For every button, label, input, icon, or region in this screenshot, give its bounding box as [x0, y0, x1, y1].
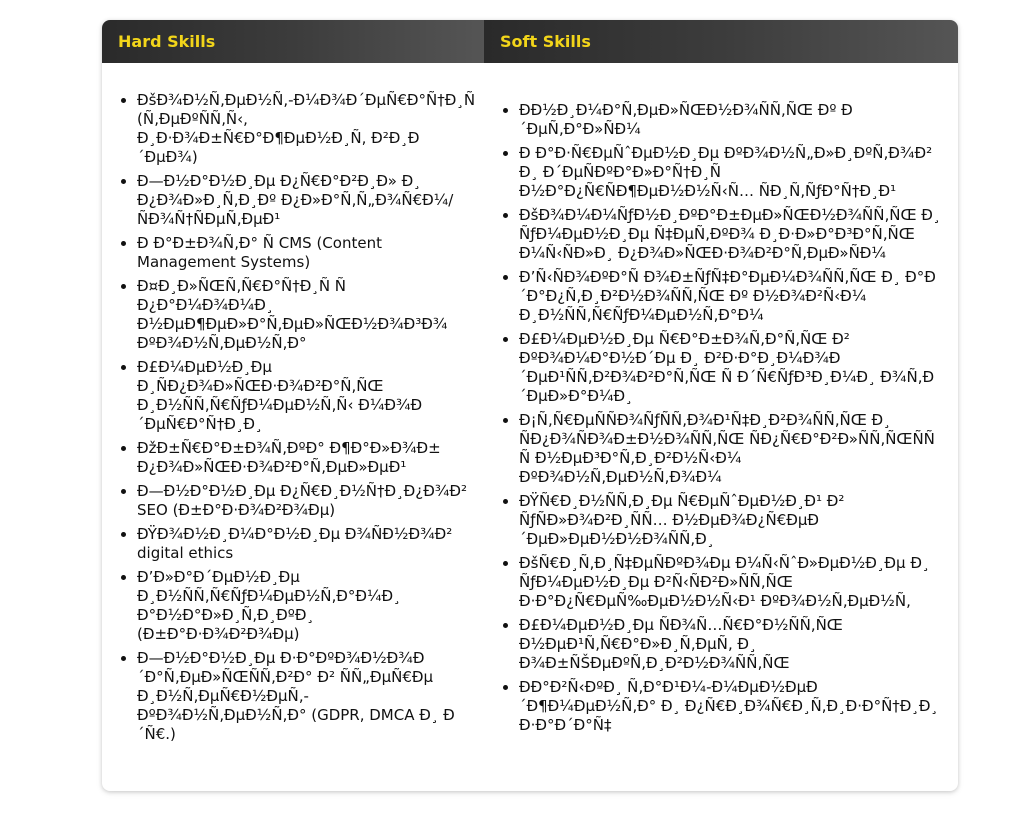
list-item: • Ð—Ð½Ð°Ð½Ð¸Ðµ Ð¿Ñ€Ð¸Ð½Ñ†Ð¸Ð¿Ð¾Ð² SEO (Ð±Ð°Ð·Ð¾Ð²Ð¾Ðµ)	[137, 482, 476, 520]
list-item: • Ð£Ð¼ÐµÐ½Ð¸Ðµ ÑÐ¾Ñ…Ñ€Ð°Ð½ÑÑ‚ÑŒ Ð½ÐµÐ¹Ñ‚Ñ€Ð°Ð»Ð¸Ñ‚ÐµÑ‚ Ð¸ Ð¾Ð±ÑŠÐµÐºÑ‚Ð¸Ð²Ð½Ð¾ÑÑ‚ÑŒ	[519, 616, 948, 673]
soft-skills-heading: Soft Skills	[484, 20, 958, 63]
list-item: • Ð¤Ð¸Ð»ÑŒÑ‚Ñ€Ð°Ñ†Ð¸Ñ Ñ Ð¿Ð°Ð¼Ð¾Ð¼Ð¸ Ð½ÐµÐ¶ÐµÐ»Ð°Ñ‚ÐµÐ»ÑŒÐ½Ð¾Ð³Ð¾ ÐºÐ¾Ð½Ñ‚ÐµÐ½Ñ‚Ð°	[137, 277, 476, 353]
table-body	[102, 63, 958, 749]
soft-skills-list	[484, 101, 948, 735]
list-item: • Ð Ð°Ð±Ð¾Ñ‚Ð° Ñ CMS (Content Management Systems)	[137, 234, 476, 272]
list-item: • Ð’Ð»Ð°Ð´ÐµÐ½Ð¸Ðµ Ð¸Ð½ÑÑ‚Ñ€ÑƒÐ¼ÐµÐ½Ñ‚Ð°Ð¼Ð¸ Ð°Ð½Ð°Ð»Ð¸Ñ‚Ð¸ÐºÐ¸ (Ð±Ð°Ð·Ð¾Ð²Ð¾Ðµ)	[137, 568, 476, 644]
list-item: • ÐžÐ±Ñ€Ð°Ð±Ð¾Ñ‚ÐºÐ° Ð¶Ð°Ð»Ð¾Ð± Ð¿Ð¾Ð»ÑŒÐ·Ð¾Ð²Ð°Ñ‚ÐµÐ»ÐµÐ¹	[137, 439, 476, 477]
list-item: • ÐÐ°Ð²Ñ‹ÐºÐ¸ Ñ‚Ð°Ð¹Ð¼-Ð¼ÐµÐ½ÐµÐ´Ð¶Ð¼ÐµÐ½Ñ‚Ð° Ð¸ Ð¿Ñ€Ð¸Ð¾Ñ€Ð¸Ñ‚Ð¸Ð·Ð°Ñ†Ð¸Ð¸ Ð·Ð°Ð´Ð°Ñ‡	[519, 678, 948, 735]
table-header	[102, 20, 958, 63]
list-item: • ÐšÐ¾Ð½Ñ‚ÐµÐ½Ñ‚-Ð¼Ð¾Ð´ÐµÑ€Ð°Ñ†Ð¸Ñ (Ñ‚ÐµÐºÑÑ‚Ñ‹, Ð¸Ð·Ð¾Ð±Ñ€Ð°Ð¶ÐµÐ½Ð¸Ñ, Ð²Ð¸Ð´ÐµÐ¾)	[137, 91, 476, 167]
list-item: • ÐÐ½Ð¸Ð¼Ð°Ñ‚ÐµÐ»ÑŒÐ½Ð¾ÑÑ‚ÑŒ Ðº Ð´ÐµÑ‚Ð°Ð»ÑÐ¼	[519, 101, 948, 139]
hard-skills-column	[102, 63, 484, 749]
list-item: • ÐŸÑ€Ð¸Ð½ÑÑ‚Ð¸Ðµ Ñ€ÐµÑˆÐµÐ½Ð¸Ð¹ Ð² ÑƒÑÐ»Ð¾Ð²Ð¸ÑÑ… Ð½ÐµÐ¾Ð¿Ñ€ÐµÐ´ÐµÐ»ÐµÐ½Ð½Ð¾ÑÑ‚Ð¸	[519, 492, 948, 549]
list-item: • Ð Ð°Ð·Ñ€ÐµÑˆÐµÐ½Ð¸Ðµ ÐºÐ¾Ð½Ñ„Ð»Ð¸ÐºÑ‚Ð¾Ð² Ð¸ Ð´ÐµÑÐºÐ°Ð»Ð°Ñ†Ð¸Ñ Ð½Ð°Ð¿Ñ€ÑÐ¶ÐµÐ½Ð½Ñ‹Ñ… ÑÐ¸Ñ‚ÑƒÐ°Ñ†Ð¸Ð¹	[519, 144, 948, 201]
list-item: • Ð£Ð¼ÐµÐ½Ð¸Ðµ Ð¸ÑÐ¿Ð¾Ð»ÑŒÐ·Ð¾Ð²Ð°Ñ‚ÑŒ Ð¸Ð½ÑÑ‚Ñ€ÑƒÐ¼ÐµÐ½Ñ‚Ñ‹ Ð¼Ð¾Ð´ÐµÑ€Ð°Ñ†Ð¸Ð¸	[137, 358, 476, 434]
list-item: • Ð—Ð½Ð°Ð½Ð¸Ðµ Ð·Ð°ÐºÐ¾Ð½Ð¾Ð´Ð°Ñ‚ÐµÐ»ÑŒÑÑ‚Ð²Ð° Ð² ÑÑ„ÐµÑ€Ðµ Ð¸Ð½Ñ‚ÐµÑ€Ð½ÐµÑ‚-ÐºÐ¾Ð½Ñ‚ÐµÐ½Ñ‚Ð° (GDPR, DMCA Ð¸ Ð´Ñ€.)	[137, 649, 476, 744]
list-item: • Ð£Ð¼ÐµÐ½Ð¸Ðµ Ñ€Ð°Ð±Ð¾Ñ‚Ð°Ñ‚ÑŒ Ð² ÐºÐ¾Ð¼Ð°Ð½Ð´Ðµ Ð¸ Ð²Ð·Ð°Ð¸Ð¼Ð¾Ð´ÐµÐ¹ÑÑ‚Ð²Ð¾Ð²Ð°Ñ‚ÑŒ Ñ Ð´Ñ€ÑƒÐ³Ð¸Ð¼Ð¸ Ð¾Ñ‚Ð´ÐµÐ»Ð°Ð¼Ð¸	[519, 330, 948, 406]
hard-skills-list	[102, 91, 476, 744]
list-item: • ÐšÐ¾Ð¼Ð¼ÑƒÐ½Ð¸ÐºÐ°Ð±ÐµÐ»ÑŒÐ½Ð¾ÑÑ‚ÑŒ Ð¸ ÑƒÐ¼ÐµÐ½Ð¸Ðµ Ñ‡ÐµÑ‚ÐºÐ¾ Ð¸Ð·Ð»Ð°Ð³Ð°Ñ‚ÑŒ Ð¼Ñ‹ÑÐ»Ð¸ Ð¿Ð¾Ð»ÑŒÐ·Ð¾Ð²Ð°Ñ‚ÐµÐ»ÑÐ¼	[519, 206, 948, 263]
list-item: • Ð—Ð½Ð°Ð½Ð¸Ðµ Ð¿Ñ€Ð°Ð²Ð¸Ð» Ð¸ Ð¿Ð¾Ð»Ð¸Ñ‚Ð¸Ðº Ð¿Ð»Ð°Ñ‚Ñ„Ð¾Ñ€Ð¼/ÑÐ¾Ñ†ÑÐµÑ‚ÐµÐ¹	[137, 172, 476, 229]
soft-skills-column	[484, 63, 958, 749]
hard-skills-heading: Hard Skills	[102, 20, 484, 63]
list-item: • ÐŸÐ¾Ð½Ð¸Ð¼Ð°Ð½Ð¸Ðµ Ð¾ÑÐ½Ð¾Ð² digital ethics	[137, 525, 476, 563]
list-item: • Ð’Ñ‹ÑÐ¾ÐºÐ°Ñ Ð¾Ð±ÑƒÑ‡Ð°ÐµÐ¼Ð¾ÑÑ‚ÑŒ Ð¸ Ð°Ð´Ð°Ð¿Ñ‚Ð¸Ð²Ð½Ð¾ÑÑ‚ÑŒ Ðº Ð½Ð¾Ð²Ñ‹Ð¼ Ð¸Ð½ÑÑ‚Ñ€ÑƒÐ¼ÐµÐ½Ñ‚Ð°Ð¼	[519, 268, 948, 325]
list-item: • ÐšÑ€Ð¸Ñ‚Ð¸Ñ‡ÐµÑÐºÐ¾Ðµ Ð¼Ñ‹ÑˆÐ»ÐµÐ½Ð¸Ðµ Ð¸ ÑƒÐ¼ÐµÐ½Ð¸Ðµ Ð²Ñ‹ÑÐ²Ð»ÑÑ‚ÑŒ Ð·Ð°Ð¿Ñ€ÐµÑ‰ÐµÐ½Ð½Ñ‹Ð¹ ÐºÐ¾Ð½Ñ‚ÐµÐ½Ñ‚	[519, 554, 948, 611]
skills-card	[102, 20, 958, 791]
list-item: • Ð¡Ñ‚Ñ€ÐµÑÑÐ¾ÑƒÑÑ‚Ð¾Ð¹Ñ‡Ð¸Ð²Ð¾ÑÑ‚ÑŒ Ð¸ ÑÐ¿Ð¾ÑÐ¾Ð±Ð½Ð¾ÑÑ‚ÑŒ ÑÐ¿Ñ€Ð°Ð²Ð»ÑÑ‚ÑŒÑÑ Ñ Ð½ÐµÐ³Ð°Ñ‚Ð¸Ð²Ð½Ñ‹Ð¼ ÐºÐ¾Ð½Ñ‚ÐµÐ½Ñ‚Ð¾Ð¼	[519, 411, 948, 487]
